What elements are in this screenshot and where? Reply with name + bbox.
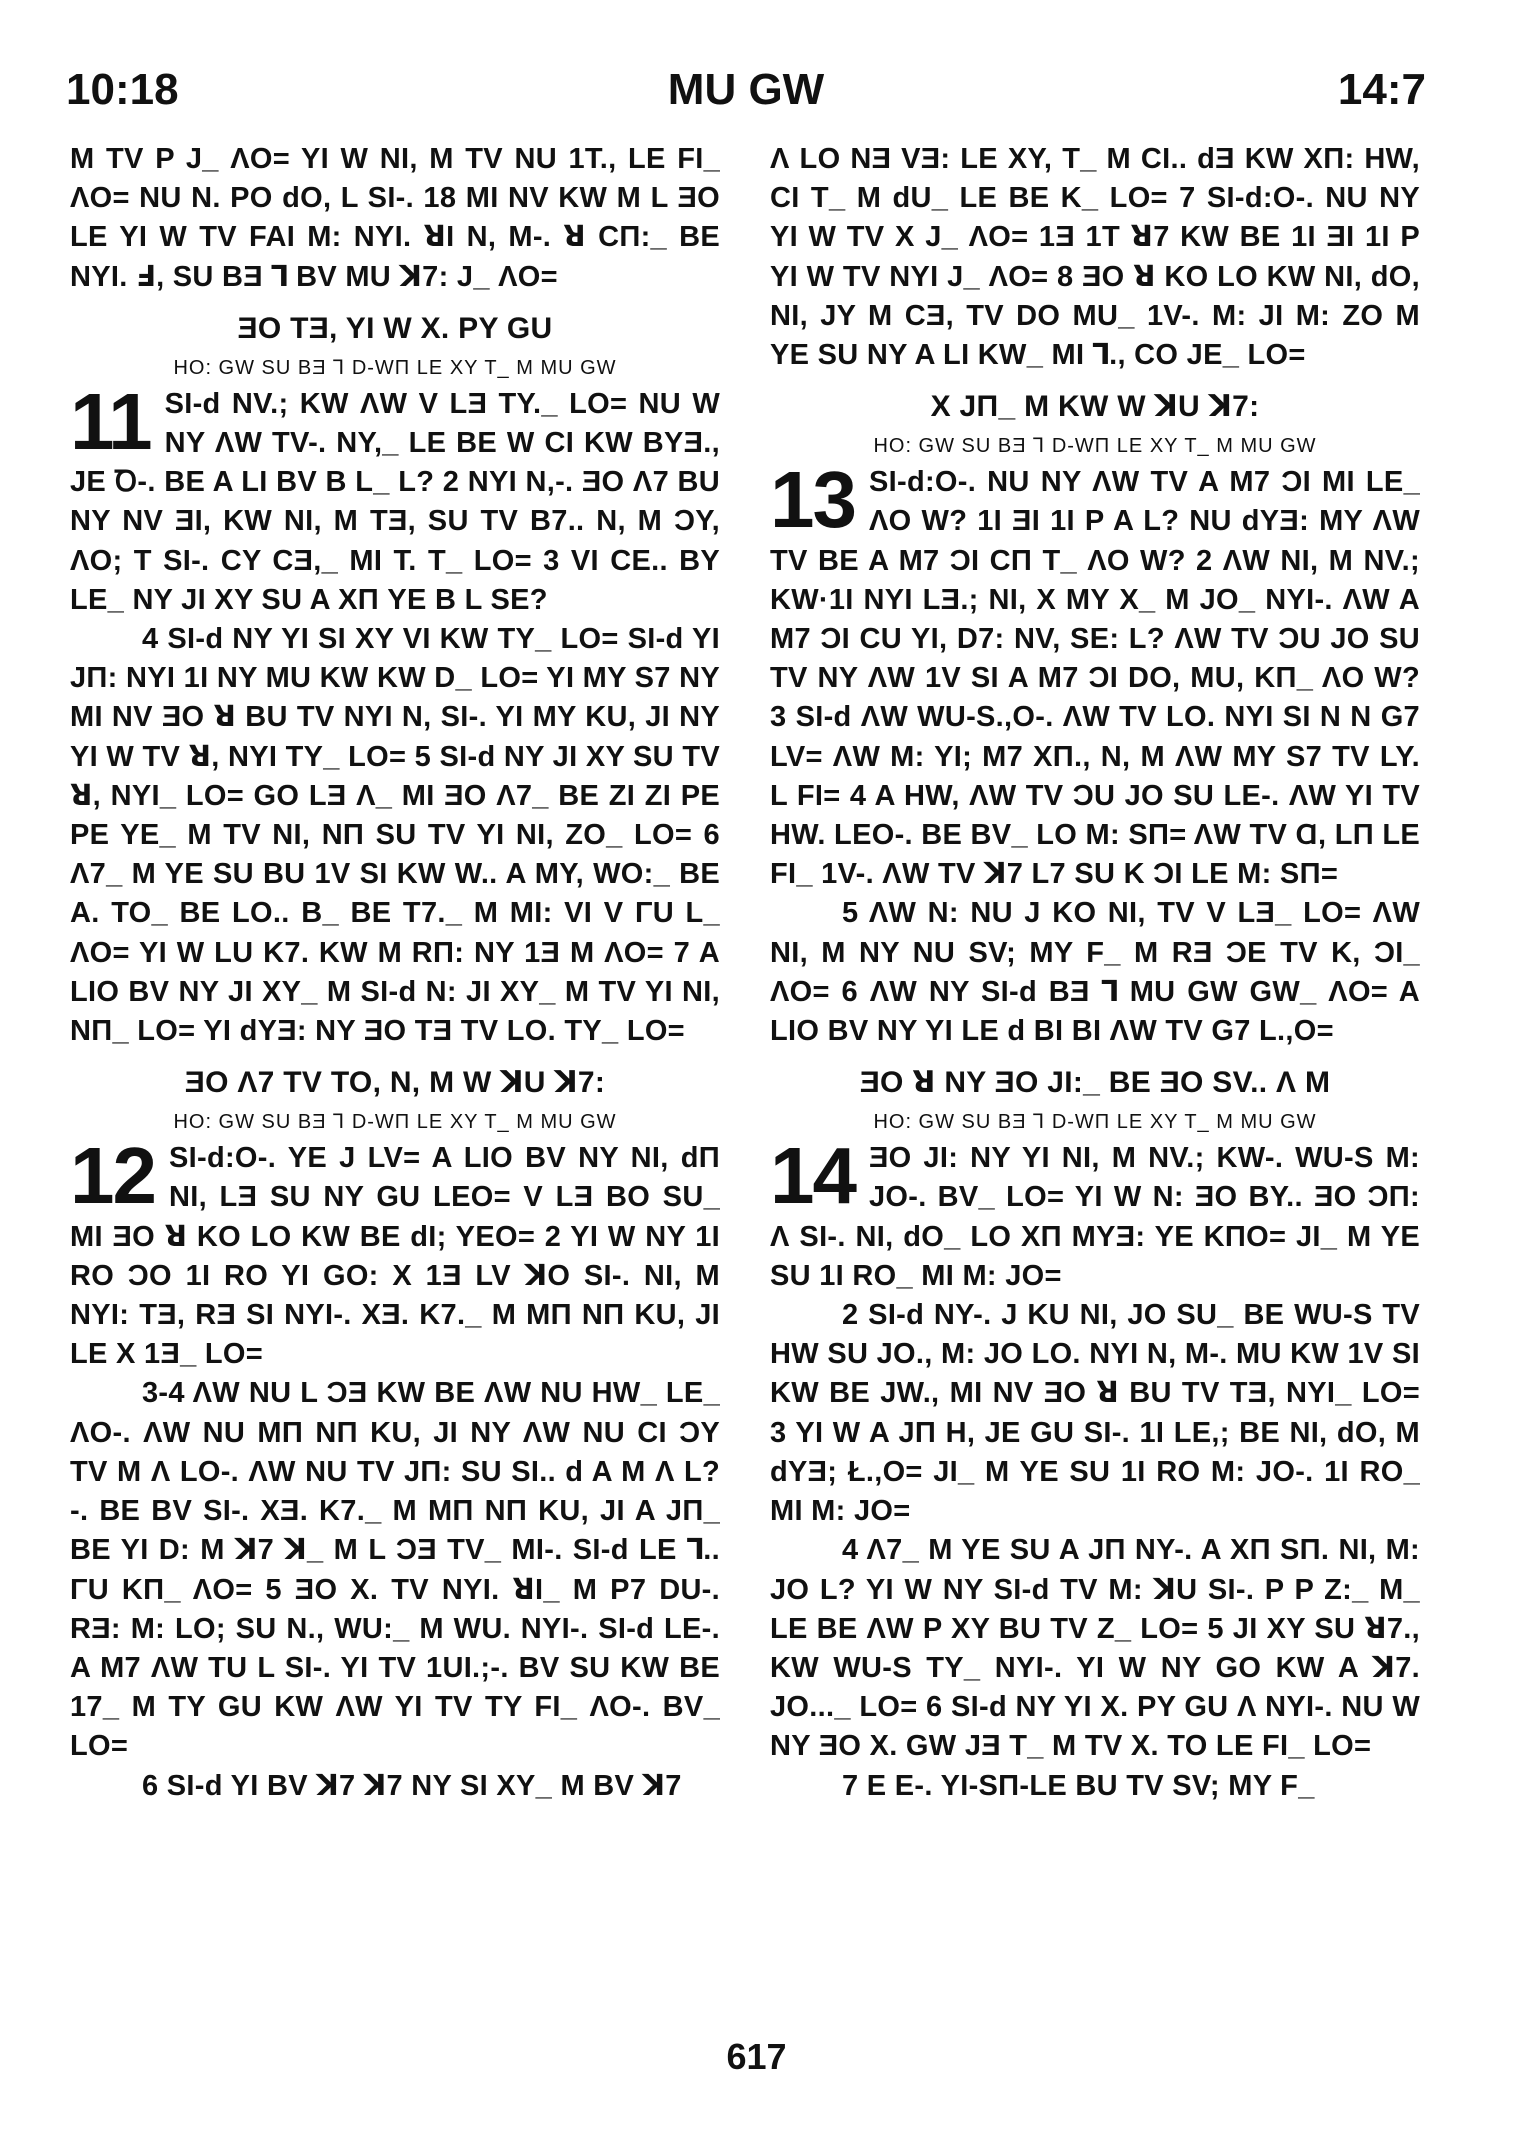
section-subheading-11: HO: GW SU BƎ ꓶ D-WΠ LE XY T_ M MU GW xyxy=(173,356,617,379)
chapter-11-verse-4: 4 SI-d NY YI SI XY VI KW TY_ LO= SI-d YI JΠ: NYI 1I NY MU KW KW D_ LO= YI MY S7 NY MI NV ƎO ꓤ BU TV NYI N, SI-. YI MY KU, JI NY YI W TV ꓤ, NYI TY_ LO= 5 SI-d NY JI XY SU TV ꓤ, NYI_ LO= GO LƎ Λ_ MI ƎO Λ7_ BE ZI ZI PE PE YE_ M TV NI, NΠ SU TV YI NI, ZO_ LO= 6 Λ7_ M YE SU BU 1V SI KW W.. A MY, WO:_ BE A. TO_ BE LO.. B_ BE T7._ M MI: VI V ΓU L_ ΛO= YI W LU K7. KW M RΠ: NY 1Ǝ M ΛO= 7 A LIO BV NY JI XY_ M SI-d N: JI XY_ M TV YI NI, NΠ_ LO= YI dYƎ: NY ƎO TƎ TV LO. TY_ LO= xyxy=(70,623,720,1048)
section-heading-14: ƎO ꓤ NY ƎO JI:_ BE ƎO SV.. Λ M xyxy=(859,1066,1331,1100)
chapter-14-verse-7: 7 E E-. YI-SΠ-LE BU TV SV; MY F_ xyxy=(842,1769,1315,1802)
chapter-11-verse-1-text: SI-d NV.; KW ΛW V LƎ TY._ LO= NU W NY ΛW TV-. NY,_ LE BE W CI KW BYƎ., JE Ꝺ-. BE A LI BV B L_ L? 2 NYI N,-. ƎO Λ7 BU NY NV ƎI, KW NI, M TƎ, SU TV B7.. N, M ƆY, ΛO; T SI-. CY CƎ,_ MI T. T_ LO= 3 VI CE.. BY LE_ NY JI XY SU A XΠ YE B L SE? xyxy=(70,387,720,616)
section-heading-11: ƎO TƎ, YI W X. PY GU xyxy=(237,311,553,345)
chapter-number-13: 13 xyxy=(770,455,855,545)
header-book-title: MU GW xyxy=(667,65,825,114)
chapter-14-verse-1-text: ƎO JI: NY YI NI, M NV.; KW-. WU-S M: JO-. BV_ LO= YI W N: ƎO BY.. ƎO ƆΠ: Λ SI-. NI, dO_ LO XΠ MYƎ: YE KΠO= JI_ M YE SU 1I RO_ MI M: JO= xyxy=(770,1142,1420,1292)
chapter-14-verse-1 xyxy=(770,1131,1420,1296)
right-column xyxy=(770,140,1420,1995)
section-subheading-14: HO: GW SU BƎ ꓶ D-WΠ LE XY T_ M MU GW xyxy=(873,1111,1317,1134)
chapter-14-verse-4: 4 Λ7_ M YE SU A JΠ NY-. A XΠ SΠ. NI, M: JO L? YI W NY SI-d TV M: ꓘU SI-. P P Z:_ M_ LE BE ΛW P XY BU TV Z_ LO= 5 JI XY SU ꓤ7., KW WU-S TY_ NYI-. YI W NY GO KW A ꓘ7. JO..._ LO= 6 SI-d NY YI X. PY GU Λ NYI-. NU W NY ƎO X. GW JƎ T_ M TV X. TO LE FI_ LO= xyxy=(770,1534,1420,1763)
header-reference-left: 10:18 xyxy=(66,65,179,114)
chapter-13-verse-1-text: SI-d:O-. NU NY ΛW TV A M7 ƆI MI LE_ ΛO W? 1I ƎI 1I P A L? NU dYƎ: MY ΛW TV BE A M7 ƆI CΠ T_ ΛO W? 2 ΛW NI, M NV.; KW·1I NYI LƎ.; NI, X MY X_ M JO_ NYI-. ΛW A M7 ƆI CU YI, D7: NV, SE: L? ΛW TV ƆU JO SU TV NY ΛW 1V SI A M7 ƆI DO, MU, KΠ_ ΛO W? 3 SI-d ΛW WU-S.,O-. ΛW TV LO. NYI SI N N G7 LV= ΛW M: YI; M7 XΠ., N, M ΛW MY S7 TV LY. L FI= 4 A HW, ΛW TV ƆU JO SU LE-. ΛW YI TV HW. LEO-. BE BV_ LO M: SΠ= ΛW TV Ɑ, LΠ LE FI_ 1V-. ΛW TV ꓘ7 L7 SU K ƆI LE M: SΠ= xyxy=(770,466,1420,891)
chapter-number-11: 11 xyxy=(70,376,151,466)
header-reference-right: 14:7 xyxy=(1337,65,1426,114)
chapter-13-verse-5: 5 ΛW N: NU J KO NI, TV V LƎ_ LO= ΛW NI, M NY NU SV; MY F_ M RƎ ƆE TV K, ƆI_ ΛO= 6 ΛW NY SI-d BƎ ꓶ MU GW GW_ ΛO= A LIO BV NY YI LE d BI BI ΛW TV G7 L.,O= xyxy=(770,897,1420,1048)
chapter-number-14: 14 xyxy=(770,1131,855,1221)
chapter-14-verse-2: 2 SI-d NY-. J KU NI, JO SU_ BE WU-S TV HW SU JO., M: JO LO. NYI N, M-. MU KW 1V SI KW BE JW., MI NV ƎO ꓤ BU TV TƎ, NYI_ LO= 3 YI W A JΠ H, JE GU SI-. 1I LE,; BE NI, dO, M dYƎ; Ł.,O= JI_ M YE SU 1I RO M: JO-. 1I RO_ MI M: JO= xyxy=(770,1299,1420,1528)
chapter-12-verse-6: 6 SI-d YI BV ꓘ7 ꓘ7 NY SI XY_ M BV ꓘ7 xyxy=(142,1769,682,1802)
section-heading-13: X JΠ_ M KW W ꓘU ꓘ7: xyxy=(930,390,1260,424)
chapter-11-verse-1 xyxy=(70,376,720,620)
left-intro-paragraph: M TV P J_ ΛO= YI W NI, M TV NU 1T., LE FI_ ΛO= NU N. PO dO, L SI-. 18 MI NV KW M L ƎO LE YI W TV FAI M: NYI. ꓤI N, M-. ꓤ CΠ:_ BE NYI. Ⅎ, SU BƎ ꓶ BV MU ꓘ7: J_ ΛO= xyxy=(70,143,720,293)
section-heading-12: ƎO Λ7 TV TO, N, M W ꓘU ꓘ7: xyxy=(184,1066,606,1100)
chapter-12-verse-1 xyxy=(70,1131,720,1374)
right-intro-paragraph: Λ LO NƎ VƎ: LE XY, T_ M CI.. dƎ KW XΠ: HW, CI T_ M dU_ LE BE K_ LO= 7 SI-d:O-. NU NY YI W TV X J_ ΛO= 1Ǝ 1T ꓤ7 KW BE 1I ƎI 1I P YI W TV NYI J_ ΛO= 8 ƎO ꓤ KO LO KW NI, dO, NI, JY M CƎ, TV DO MU_ 1V-. M: JI M: ZO M YE SU NY A LI KW_ MI ꓶ., CO JE_ LO= xyxy=(770,143,1420,372)
section-subheading-12: HO: GW SU BƎ ꓶ D-WΠ LE XY T_ M MU GW xyxy=(173,1111,617,1134)
chapter-12-verse-3-4: 3-4 ΛW NU L ƆƎ KW BE ΛW NU HW_ LE_ ΛO-. ΛW NU MΠ NΠ KU, JI NY ΛW NU CI ƆY TV M Λ LO-. ΛW NU TV JΠ: SU SI.. d A M Λ L?-. BE BV SI-. XƎ. K7._ M MΠ NΠ KU, JI A JΠ_ BE YI D: M ꓘ7 ꓘ_ M L ƆƎ TV_ MI-. SI-d LE ꓶ.. ΓU KΠ_ ΛO= 5 ƎO X. TV NYI. ꓤI_ M P7 DU-. RƎ: M: LO; SU N., WU:_ M WU. NYI-. SI-d LE-. A M7 ΛW TU L SI-. YI TV 1UI.;-. BV SU KW BE 17_ M TY GU KW ΛW YI TV TY FI_ ΛO-. BV_ LO= xyxy=(70,1377,720,1763)
section-subheading-13: HO: GW SU BƎ ꓶ D-WΠ LE XY T_ M MU GW xyxy=(873,435,1317,458)
chapter-number-12: 12 xyxy=(70,1131,155,1221)
left-column xyxy=(70,140,720,1995)
chapter-13-verse-1 xyxy=(770,455,1420,894)
running-header xyxy=(66,64,1426,116)
page-number: 617 xyxy=(726,2036,787,2077)
chapter-12-verse-1-text: SI-d:O-. YE J LV= A LIO BV NY NI, dΠ NI, LƎ SU NY GU LEO= V LƎ BO SU_ MI ƎO ꓤ KO LO KW BE dI; YEO= 2 YI W NY 1I RO ƆO 1I RO YI GO: X 1Ǝ LV ꓘO SI-. NI, M NYI: TƎ, RƎ SI NYI-. XƎ. K7._ M MΠ NΠ KU, JI LE X 1Ǝ_ LO= xyxy=(70,1142,720,1371)
